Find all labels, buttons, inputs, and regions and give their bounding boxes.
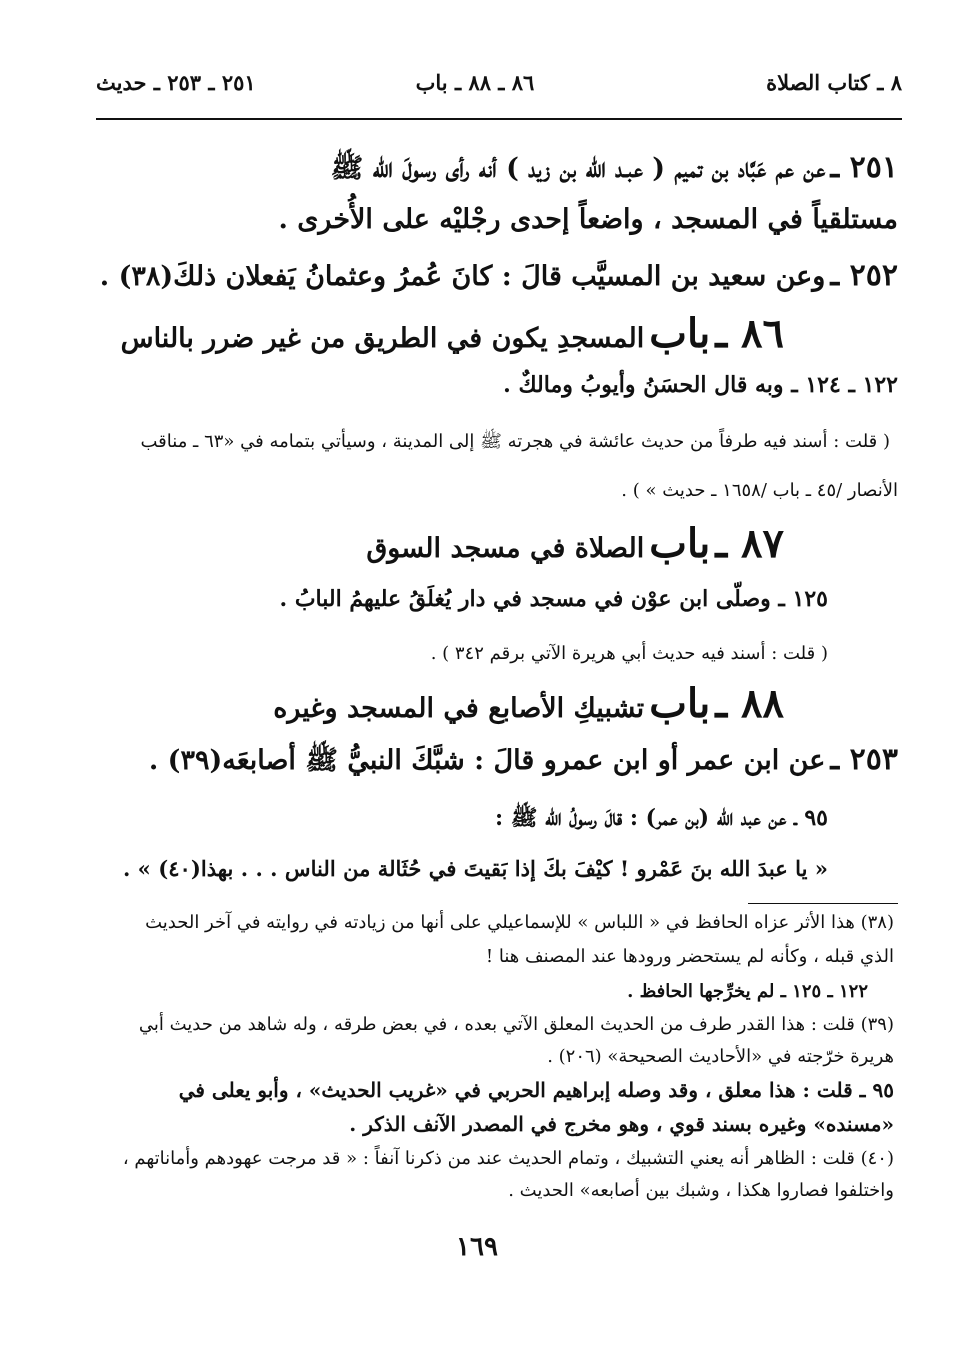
footnote-40-line1: (٤٠) قلت : الظاهر أنه يعني التشبيك ، وتمام الحديث عند من ذكرنا آنفاً : « قد مرجت عهودهم وأماناتهم ، — [122, 1148, 894, 1169]
hadith-253-text: عن ابن عمر أو ابن عمرو قالَ : شبَّكَ النبيُّ ﷺ أصابعَه(٣٩) . — [148, 745, 826, 776]
muallaq-125: ١٢٥ ـ وصلّى ابن عوْن في مسجد في دار يُغلَقُ عليهمُ البابُ . — [279, 586, 828, 612]
bab-86-number: ٨٦ ـ — [715, 310, 784, 357]
footnote-95-line1: ٩٥ ـ قلت : هذا معلق ، وقد وصله إبراهيم الحربي في «غريب الحديث» ، وأبو يعلى في — [178, 1078, 894, 1102]
hadith-252-line — [96, 258, 898, 293]
bab-88-word: باب — [649, 680, 711, 727]
hadith-251-number: ٢٥١ ـ — [830, 150, 898, 185]
hadith-251-line2: مستلقياً في المسجد ، واضعاً إحدى رجْليْه على الأُخرى . — [278, 204, 898, 235]
footnote-40-line2: واختلفوا فصاروا هكذا ، وشبك بين أصابعه» الحديث . — [508, 1180, 894, 1201]
footnote-39-line1: (٣٩) قلت : هذا القدر طرف من الحديث المعلق الآتي بعده ، في بعض طرقه ، وله شاهد من حديث أبي — [138, 1014, 894, 1035]
hadith-252-number: ٢٥٢ ـ — [830, 258, 898, 293]
footnote-38-line2: الذي قبله ، وكأنه لم يستحضر ورودها عند المصنف هنا ! — [485, 946, 894, 967]
hadith-253-line — [96, 742, 898, 783]
muallaq-95-line1: ٩٥ ـ عن عبد الله (بن عمر) : قالَ رسولُ الله ﷺ : — [495, 805, 828, 831]
bab-86-word: باب — [649, 310, 711, 357]
header-rule — [96, 118, 902, 120]
hadith-251-text: عن عم عَبَّاد بن تميم ( عبـد الله بن زيد ) أنه رأى رسولَ الله ﷺ — [330, 153, 826, 184]
page-number: ١٦٩ — [456, 1232, 498, 1262]
muallaq-95-line2: « يا عبدَ الله بنَ عَمْرو ! كيْفَ بكَ إذا بَقيتَ في حُثَالة من الناس . . . بهذا(٤٠) » . — [122, 856, 828, 881]
hadith-252-text: وعن سعيد بن المسيَّب قالَ : كانَ عُمرُ وعثمانُ يَفعلان ذلكَ(٣٨) . — [99, 261, 826, 292]
note-125: ( قلت : أسند فيه حديث أبي هريرة الآتي برقم ٣٤٢ ) . — [430, 643, 828, 664]
note-122-line1: ( قلت : أسند فيه طرفاً من حديث عائشة في هجرته ﷺ إلى المدينة ، وسيأتي بتمامه في «٦٣ ـ مناقب — [140, 431, 890, 452]
bab-88-title: تشبيكِ الأصابع في المسجد وغيره — [273, 693, 645, 724]
bab-88-heading — [96, 680, 784, 727]
footnote-95-line2: «مسنده» وغيره بسند قوي ، وهو مخرج في المصدر الآنف الذكر . — [349, 1112, 894, 1136]
footnote-39-line2: هريرة خرّجته في «الأحاديث الصحيحة» (٢٠٦) . — [547, 1046, 894, 1067]
muallaq-122-124: ١٢٢ ـ ١٢٤ ـ وبه قال الحسَنُ وأيوبُ ومالكٌ . — [503, 372, 898, 398]
bab-88-number: ٨٨ ـ — [715, 680, 784, 727]
footnote-38-line3: ١٢٢ ـ ١٢٥ ـ لم يخرِّجها الحافظ . — [627, 981, 868, 1002]
footnote-rule — [748, 903, 898, 904]
hadith-251-line1 — [96, 150, 898, 191]
bab-87-number: ٨٧ ـ — [715, 520, 784, 567]
bab-86-heading — [96, 310, 784, 357]
header-chapter-range: ٨٦ ـ ٨٨ ـ باب — [415, 70, 535, 95]
bab-87-title: الصلاة في مسجد السوق — [366, 533, 645, 564]
footnote-38-line1: (٣٨) هذا الأثر عزاه الحافظ في « اللباس » للإسماعيلي على أنها من زيادته في روايته في آخر الحديث — [145, 912, 894, 933]
note-122-line2: الأنصار /٤٥ ـ باب /١٦٥٨ ـ حديث » ) . — [621, 480, 898, 501]
hadith-253-number: ٢٥٣ ـ — [830, 742, 898, 777]
bab-87-heading — [96, 520, 784, 567]
header-hadith-range: ٢٥١ ـ ٢٥٣ ـ حديث — [96, 70, 256, 95]
bab-87-word: باب — [649, 520, 711, 567]
bab-86-title: المسجدِ يكون في الطريق من غير ضرر بالناس — [120, 323, 645, 354]
header-chapter: ٨ ـ كتاب الصلاة — [766, 70, 902, 95]
